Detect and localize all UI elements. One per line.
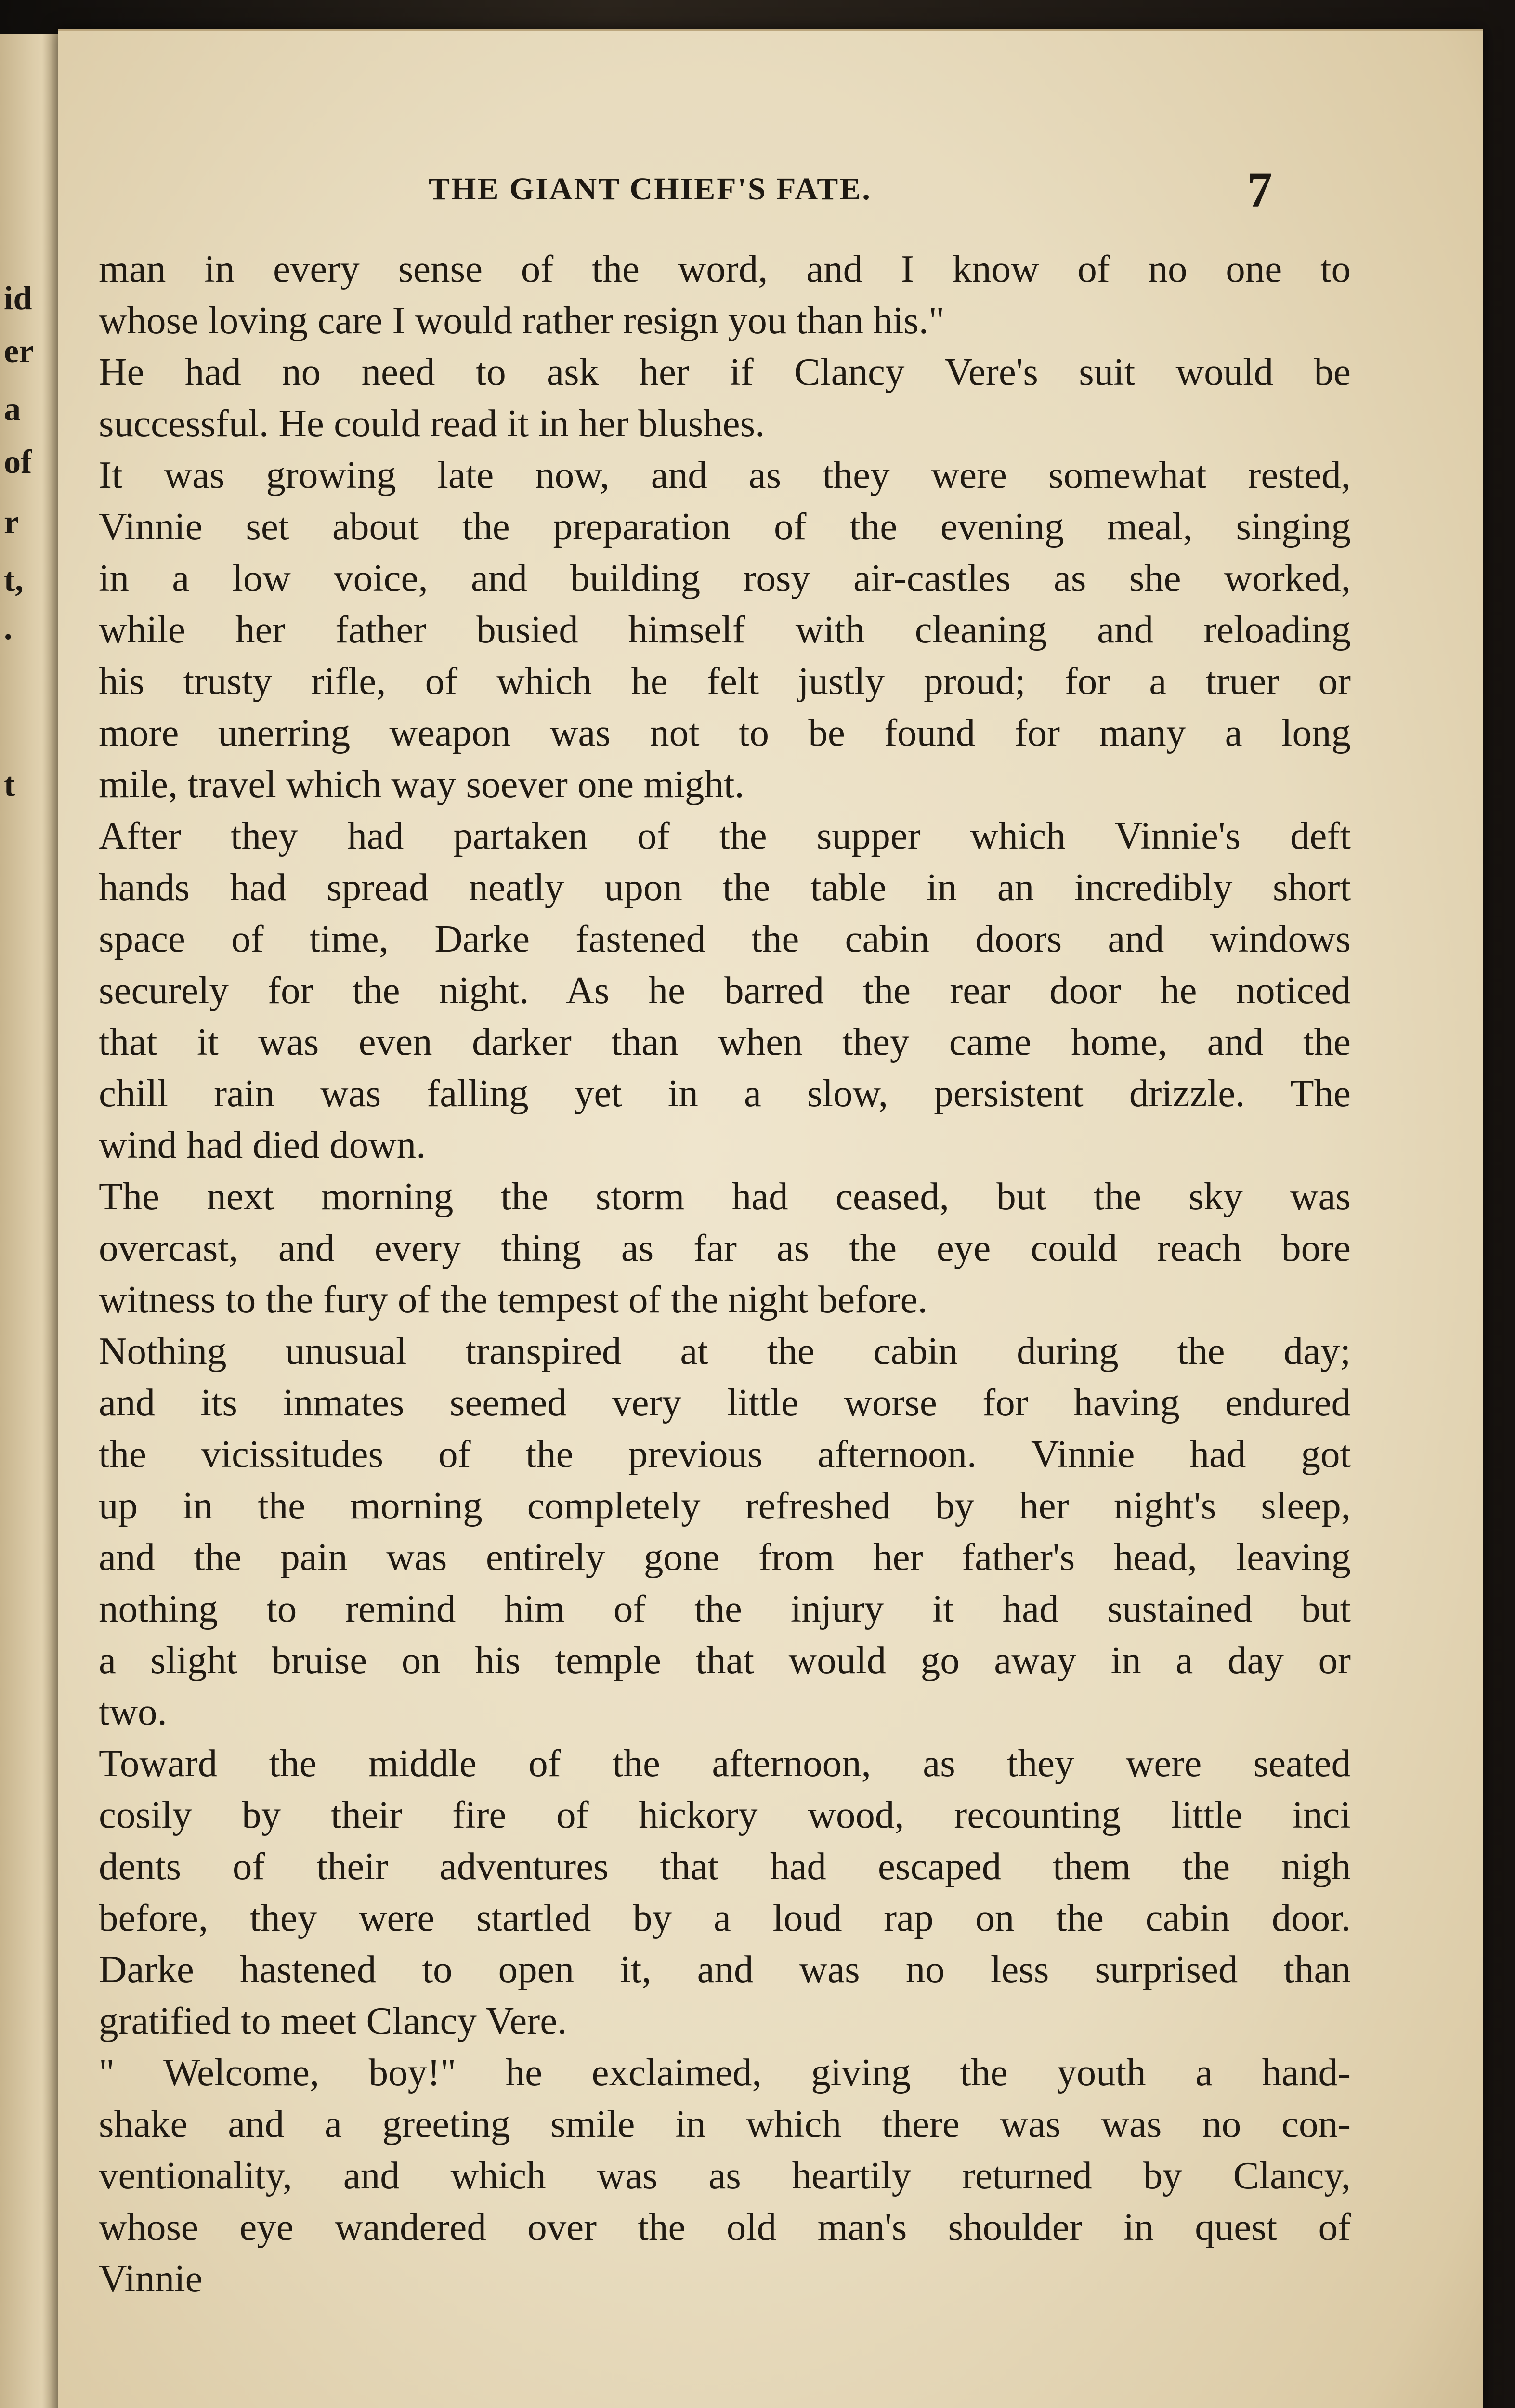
text-line: nothing to remind him of the injury it had sustained but	[99, 1587, 1351, 1630]
prev-page-fragment: er	[4, 333, 34, 370]
prev-page-fragment: of	[4, 444, 32, 481]
text-line: that it was even darker than when they came home, and the	[99, 1020, 1351, 1063]
text-line: chill rain was falling yet in a slow, persistent drizzle. The	[99, 1072, 1351, 1115]
text-line: securely for the night. As he barred the rear door he noticed	[99, 968, 1351, 1012]
text-line: successful. He could read it in her blushes.	[99, 402, 765, 445]
prev-page-fragment: t	[4, 766, 15, 803]
text-line: mile, travel which way soever one might.	[99, 762, 744, 806]
prev-page-fragment: r	[4, 504, 19, 541]
text-line: man in every sense of the word, and I know of no one to	[99, 247, 1351, 290]
text-line: hands had spread neatly upon the table in an incredibly short	[99, 865, 1351, 909]
prev-page-fragment: t,	[4, 562, 24, 599]
text-line: Vinnie set about the preparation of the evening meal, singing	[99, 505, 1351, 548]
page-number: 7	[1247, 162, 1272, 218]
text-line: a slight bruise on his temple that would go away in a day or	[99, 1638, 1351, 1682]
text-line: whose eye wandered over the old man's shoulder in quest of	[99, 2205, 1351, 2249]
text-line: Nothing unusual transpired at the cabin during the day;	[99, 1329, 1351, 1373]
text-line: space of time, Darke fastened the cabin doors and windows	[99, 917, 1351, 960]
text-line: After they had partaken of the supper which Vinnie's deft	[99, 814, 1351, 857]
text-line: before, they were startled by a loud rap on the cabin door.	[99, 1896, 1351, 1939]
prev-page-fragment: a	[4, 391, 21, 428]
text-line: two.	[99, 1690, 167, 1733]
text-line: his trusty rifle, of which he felt justly proud; for a truer or	[99, 659, 1351, 703]
text-line: It was growing late now, and as they were somewhat rested,	[99, 453, 1351, 497]
text-line: witness to the fury of the tempest of the night before.	[99, 1278, 927, 1321]
text-line: and the pain was entirely gone from her father's head, leaving	[99, 1535, 1351, 1579]
book-page	[58, 29, 1483, 2408]
text-line: in a low voice, and building rosy air-castles as she worked,	[99, 556, 1351, 600]
text-line: Darke hastened to open it, and was no less surprised than	[99, 1948, 1351, 1991]
text-line: up in the morning completely refreshed by her night's sleep,	[99, 1484, 1351, 1527]
text-line: " Welcome, boy!" he exclaimed, giving the youth a hand-	[99, 2051, 1351, 2094]
text-line: dents of their adventures that had escaped them the nigh	[99, 1845, 1351, 1888]
text-line: The next morning the storm had ceased, but the sky was	[99, 1175, 1351, 1218]
previous-page-edge	[0, 34, 63, 2408]
body-text	[99, 243, 1351, 2304]
running-head: THE GIANT CHIEF'S FATE.	[429, 171, 872, 207]
text-line: Vinnie	[99, 2257, 203, 2300]
text-line: more unerring weapon was not to be found for many a long	[99, 711, 1351, 754]
prev-page-fragment: id	[4, 280, 32, 317]
text-line: and its inmates seemed very little worse for having endured	[99, 1381, 1351, 1424]
text-line: He had no need to ask her if Clancy Vere's suit would be	[99, 350, 1351, 393]
text-line: wind had died down.	[99, 1123, 426, 1166]
text-line: whose loving care I would rather resign you than his."	[99, 299, 945, 342]
text-line: the vicissitudes of the previous afternoon. Vinnie had got	[99, 1432, 1351, 1476]
text-line: while her father busied himself with cleaning and reloading	[99, 608, 1351, 651]
text-line: cosily by their fire of hickory wood, recounting little inci	[99, 1793, 1351, 1836]
text-line: shake and a greeting smile in which there was was no con-	[99, 2102, 1351, 2146]
page-header	[58, 161, 1483, 219]
text-line: ventionality, and which was as heartily returned by Clancy,	[99, 2154, 1351, 2197]
prev-page-fragment: .	[4, 610, 13, 647]
text-line: gratified to meet Clancy Vere.	[99, 1999, 567, 2042]
text-line: overcast, and every thing as far as the eye could reach bore	[99, 1226, 1351, 1269]
text-line: Toward the middle of the afternoon, as they were seated	[99, 1741, 1351, 1785]
